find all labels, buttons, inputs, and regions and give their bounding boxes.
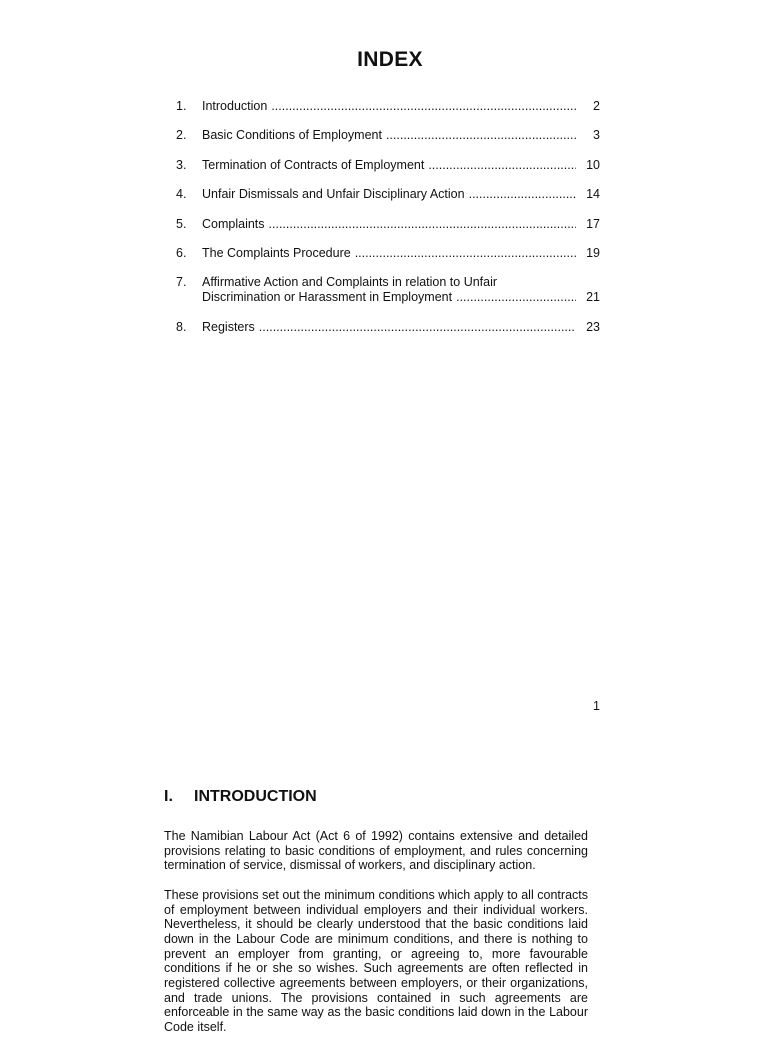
toc-entry-affirmative-action xyxy=(176,275,600,305)
toc-entry-title: Registers xyxy=(202,319,255,334)
toc-dot-leader xyxy=(452,290,576,305)
toc-entry-page: 10 xyxy=(586,157,600,172)
section-title: INTRODUCTION xyxy=(194,788,317,805)
toc-entry-number: 1. xyxy=(176,99,187,113)
toc-entry-title: Unfair Dismissals and Unfair Disciplinary Action xyxy=(202,187,465,202)
toc-dot-leader xyxy=(267,99,576,114)
toc-entry-number: 2. xyxy=(176,128,187,143)
toc-entry-page: 23 xyxy=(586,319,600,334)
table-of-contents xyxy=(176,99,600,349)
toc-dot-leader xyxy=(255,320,576,335)
toc-entry-termination xyxy=(176,158,600,173)
toc-entry-title-line2: Discrimination or Harassment in Employment xyxy=(202,290,453,305)
toc-dot-leader xyxy=(424,158,576,173)
toc-entry-number: 6. xyxy=(176,245,187,260)
toc-entry-number: 4. xyxy=(176,187,187,202)
section-heading xyxy=(164,788,317,806)
toc-entry-title-line1: Affirmative Action and Complaints in relation to Unfair xyxy=(202,275,498,290)
toc-entry-title: The Complaints Procedure xyxy=(202,245,351,260)
index-title: INDEX xyxy=(357,48,423,71)
toc-entry-title: Basic Conditions of Employment xyxy=(202,128,382,143)
toc-entry-page: 14 xyxy=(586,187,600,202)
toc-dot-leader xyxy=(465,187,576,202)
toc-entry-unfair-dismissals xyxy=(176,187,600,202)
toc-entry-complaints xyxy=(176,217,600,232)
page-number: 1 xyxy=(593,699,600,713)
toc-entry-page: 3 xyxy=(593,128,600,143)
section-body xyxy=(164,829,588,1050)
toc-entry-title: Introduction xyxy=(202,99,268,113)
body-paragraph: The Namibian Labour Act (Act 6 of 1992) contains extensive and detailed provisions relating to basic conditions of employment, and rules concerning termination of service, dismissal of workers, and disciplinary action. xyxy=(164,829,588,873)
toc-entry-page: 21 xyxy=(586,290,600,305)
toc-entry-page: 17 xyxy=(586,216,600,231)
toc-entry-title: Termination of Contracts of Employment xyxy=(202,157,425,172)
toc-entry-basic-conditions xyxy=(176,128,600,143)
toc-entry-page: 2 xyxy=(593,99,600,113)
toc-dot-leader xyxy=(382,128,576,143)
toc-entry-number: 3. xyxy=(176,157,187,172)
section-number: I. xyxy=(164,788,173,805)
toc-dot-leader xyxy=(265,217,576,232)
body-paragraph: These provisions set out the minimum conditions which apply to all contracts of employment between individual employers and their individual workers. Nevertheless, it should be clearly understood that the basic conditions laid down in the Labour Code are minimum conditions, and there is nothing to prevent an employer from granting, or agreeing to, more favourable conditions if he or she so wishes. Such agreements are often reflected in registered collective agreements between employers, or their organizations, and trade unions. The provisions contained in such agreements are enforceable in the same way as the basic conditions laid down in the Labour Code itself. xyxy=(164,887,588,1035)
toc-entry-page: 19 xyxy=(586,245,600,260)
toc-entry-introduction xyxy=(176,99,600,114)
toc-entry-title: Complaints xyxy=(202,216,265,231)
toc-entry-number: 7. xyxy=(176,275,187,290)
toc-entry-number: 8. xyxy=(176,319,187,334)
toc-entry-number: 5. xyxy=(176,216,187,231)
toc-dot-leader xyxy=(351,246,576,261)
toc-entry-complaints-procedure xyxy=(176,246,600,261)
toc-entry-registers xyxy=(176,320,600,335)
